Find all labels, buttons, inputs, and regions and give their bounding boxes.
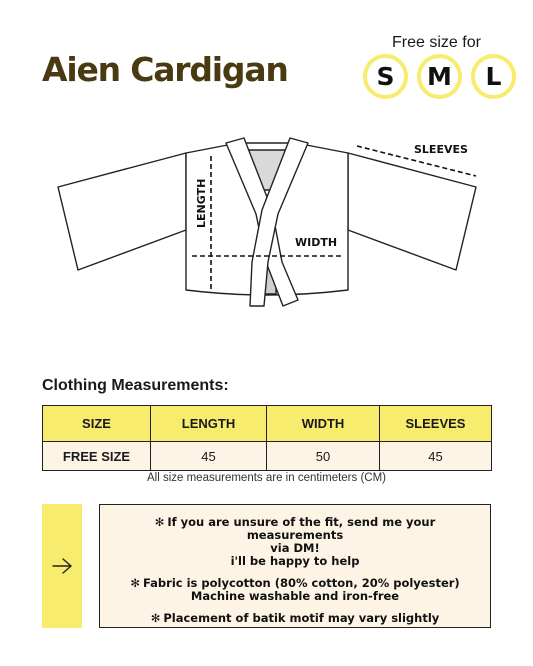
measurements-table (42, 405, 492, 471)
left-sleeve (58, 153, 186, 270)
info-item-fit: ✻ If you are unsure of the fit, send me your measurements via DM! i'll be happy to help (154, 515, 436, 568)
cell-width: 50 (267, 442, 380, 471)
table-header-row (43, 406, 492, 442)
size-badge-s: S (363, 54, 408, 99)
cell-size: FREE SIZE (43, 442, 151, 471)
asterisk-icon: ✻ (130, 576, 140, 590)
column-header-length: LENGTH (151, 406, 267, 442)
arrow-right-icon (51, 557, 73, 575)
column-header-width: WIDTH (267, 406, 380, 442)
right-sleeve (348, 153, 476, 270)
column-header-sleeves: SLEEVES (380, 406, 492, 442)
table-row (43, 442, 492, 471)
measurements-title: Clothing Measurements: (42, 377, 229, 394)
cell-length: 45 (151, 442, 267, 471)
length-label: LENGTH (195, 178, 208, 228)
info-item-batik: ✻ Placement of batik motif may vary slightly (150, 611, 440, 625)
cardigan-diagram (0, 120, 533, 320)
arrow-bar (42, 504, 82, 628)
units-note: All size measurements are in centimeters (CM) (146, 472, 386, 484)
asterisk-icon: ✻ (154, 515, 165, 529)
free-size-label: Free size for (392, 34, 481, 51)
sleeves-label: SLEEVES (414, 143, 468, 156)
size-badge-l: L (471, 54, 516, 99)
cell-sleeves: 45 (380, 442, 492, 471)
column-header-size: SIZE (43, 406, 151, 442)
info-box (99, 504, 491, 628)
page-title: Aien Cardigan (42, 50, 288, 89)
asterisk-icon: ✻ (150, 611, 161, 625)
size-badge-m: M (417, 54, 462, 99)
width-label: WIDTH (295, 236, 338, 249)
info-item-fabric: ✻ Fabric is polycotton (80% cotton, 20% polyester) Machine washable and iron-free (130, 576, 460, 603)
